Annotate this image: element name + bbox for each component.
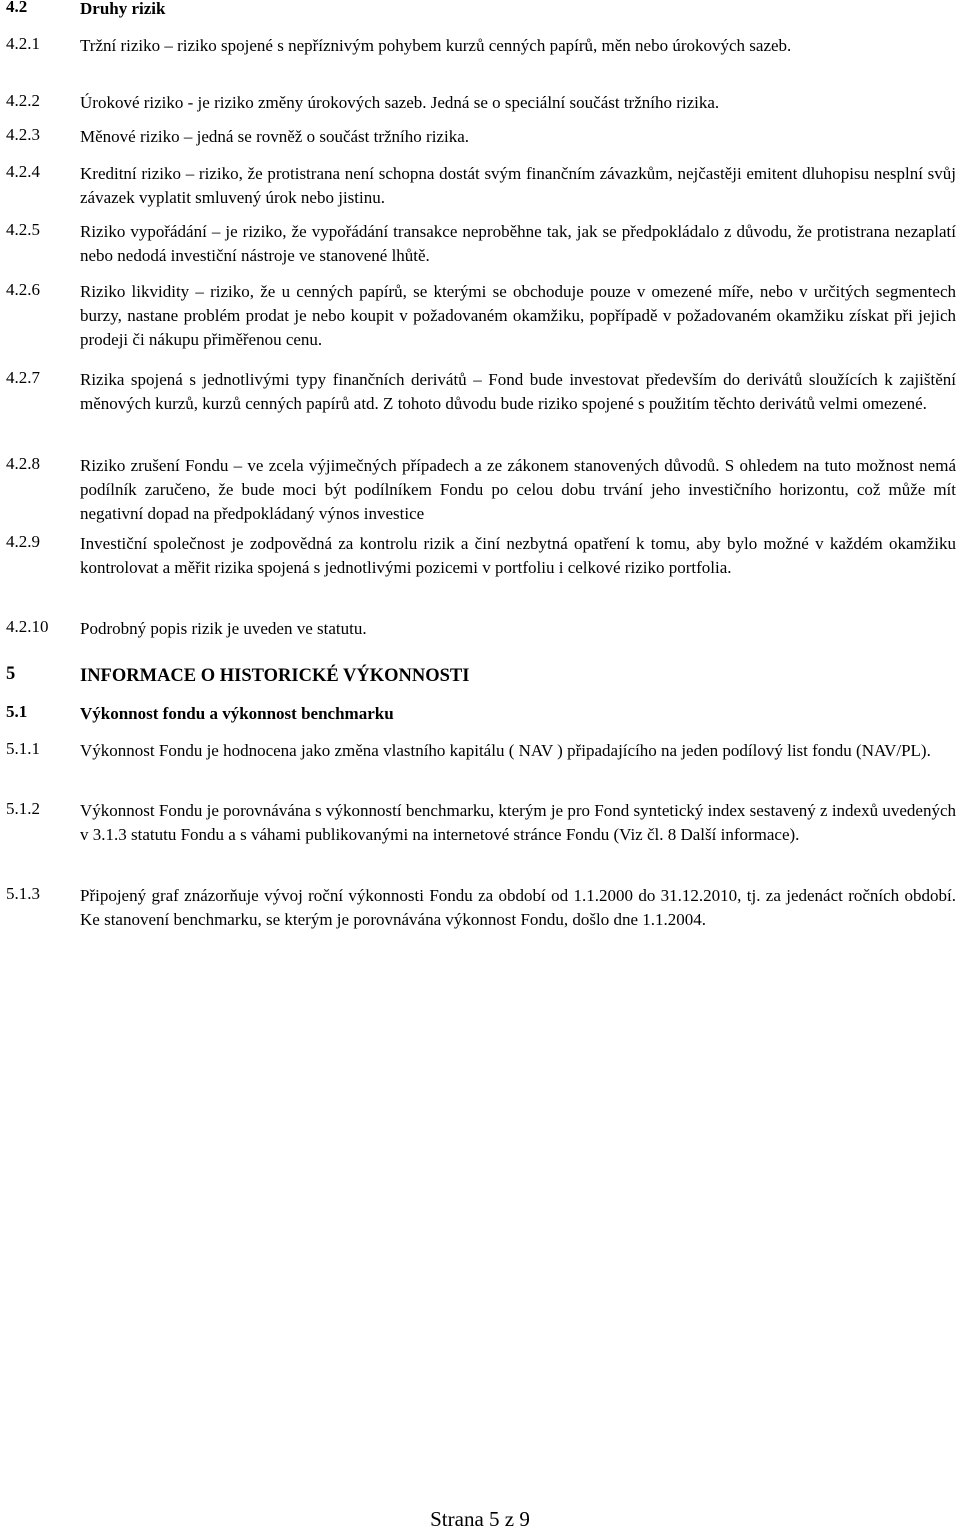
item-text: Podrobný popis rizik je uveden ve statutu. [80,619,367,638]
item-text: Tržní riziko – riziko spojené s nepříznivým pohybem kurzů cenných papírů, měn nebo úrokových sazeb. [80,36,792,55]
item-number: 4.2.5 [6,220,40,239]
list-item-4-2-7 [6,368,956,416]
item-number: 4.2.1 [6,34,40,53]
section-heading-5-1 [6,702,956,726]
item-text: Výkonnost Fondu je porovnávána s výkonností benchmarku, kterým je pro Fond syntetický index sestavený z indexů uvedených v 3.1.3 statutu Fondu a s váhami publikovanými na internetové stránce Fondu (Viz čl. 8 Další informace). [80,801,956,844]
item-number: 5.1.3 [6,884,40,903]
item-text: Riziko vypořádání – je riziko, že vypořádání transakce neproběhne tak, jak se předpokládalo z důvodu, že protistrana nezaplatí nebo nedodá investiční nástroje ve stanovené lhůtě. [80,222,956,265]
item-text: Úrokové riziko - je riziko změny úrokových sazeb. Jedná se o speciální součást tržního rizika. [80,93,720,112]
list-item-4-2-6 [6,280,956,352]
section-title: Druhy rizik [80,0,166,18]
list-item-4-2-3 [6,125,956,149]
section-title: INFORMACE O HISTORICKÉ VÝKONNOSTI [80,666,470,686]
item-text: Kreditní riziko – riziko, že protistrana není schopna dostát svým finančním závazkům, nejčastěji emitent dluhopisu nesplní svůj závazek vyplatit smluvený úrok nebo jistinu. [80,164,956,207]
item-number: 4.2.8 [6,454,40,473]
item-number: 4.2.7 [6,368,40,387]
list-item-4-2-8 [6,454,956,526]
item-text: Měnové riziko – jedná se rovněž o součást tržního rizika. [80,127,469,146]
item-text: Investiční společnost je zodpovědná za kontrolu rizik a činí nezbytná opatření k tomu, aby bylo možné v každém okamžiku kontrolovat a měřit rizika spojená s jednotlivými pozicemi v portfoliu i celkové riziko portfolia. [80,534,956,577]
list-item-4-2-1 [6,34,956,58]
list-item-5-1-3 [6,884,956,932]
item-number: 4.2.6 [6,280,40,299]
item-text: Připojený graf znázorňuje vývoj roční výkonnosti Fondu za období od 1.1.2000 do 31.12.2010, tj. za jedenáct ročních období. Ke stanovení benchmarku, se kterým je porovnávána výkonnost Fondu, došlo dne 1.1.2004. [80,886,956,929]
section-title: Výkonnost fondu a výkonnost benchmarku [80,704,394,723]
section-heading-5 [6,664,956,688]
section-number: 5.1 [6,702,28,721]
item-text: Výkonnost Fondu je hodnocena jako změna vlastního kapitálu ( NAV ) připadajícího na jeden podílový list fondu (NAV/PL). [80,741,931,760]
section-number: 5 [6,664,16,684]
item-number: 4.2.9 [6,532,40,551]
list-item-5-1-2 [6,799,956,847]
list-item-4-2-2 [6,91,956,115]
item-text: Rizika spojená s jednotlivými typy finančních derivátů – Fond bude investovat především do derivátů sloužících k zajištění měnových kurzů, kurzů cenných papírů atd. Z tohoto důvodu bude riziko spojené s použitím těchto derivátů velmi omezené. [80,370,956,413]
list-item-4-2-9 [6,532,956,580]
list-item-5-1-1 [6,739,956,763]
section-number: 4.2 [6,0,28,16]
item-number: 4.2.4 [6,162,40,181]
list-item-4-2-10 [6,617,956,641]
item-number: 4.2.2 [6,91,40,110]
item-number: 5.1.2 [6,799,40,818]
page-footer: Strana 5 z 9 [430,1507,530,1531]
list-item-4-2-4 [6,162,956,210]
item-text: Riziko likvidity – riziko, že u cenných papírů, se kterými se obchoduje pouze v omezené míře, nebo v určitých segmentech burzy, nastane problém prodat je nebo koupit v požadovaném okamžiku, popřípadě v požadovaném okamžiku získat při jejich prodeji či nákupu přiměřenou cenu. [80,282,956,349]
list-item-4-2-5 [6,220,956,268]
item-text: Riziko zrušení Fondu – ve zcela výjimečných případech a ze zákonem stanovených důvodů. S ohledem na tuto možnost nemá podílník zaručeno, že bude moci být podílníkem Fondu po celou dobu trvání jeho investičního horizontu, což může mít negativní dopad na předpokládaný výnos investice [80,456,956,523]
section-heading-4-2 [6,0,956,21]
item-number: 4.2.3 [6,125,40,144]
item-number: 5.1.1 [6,739,40,758]
item-number: 4.2.10 [6,617,49,636]
